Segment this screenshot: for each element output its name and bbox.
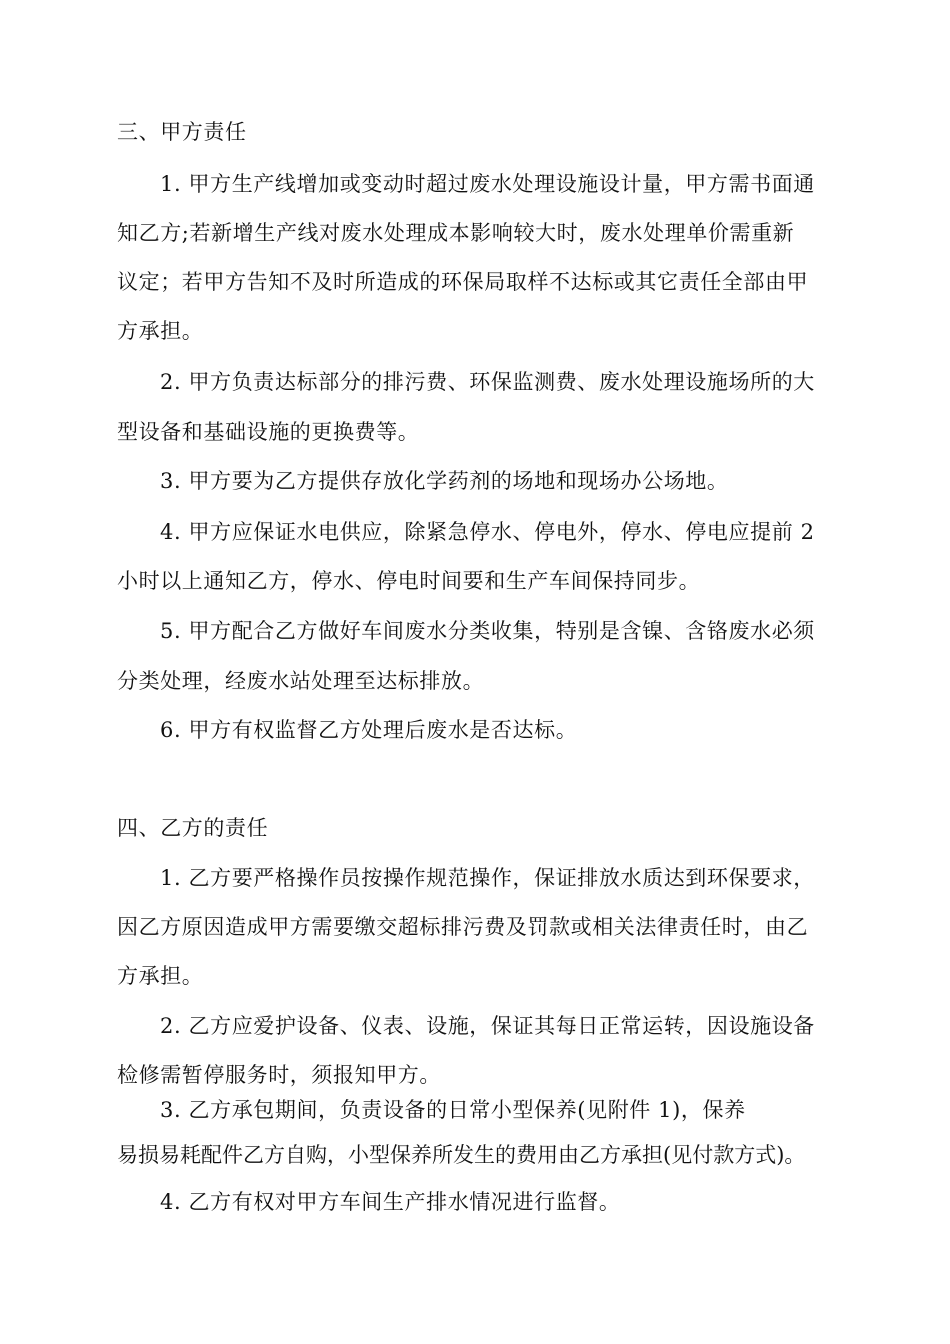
section-3-item-1-line-1: 1. 甲方生产线增加或变动时超过废水处理设施设计量，甲方需书面通 [160, 172, 815, 196]
section-3-item-1-line-2: 知乙方;若新增生产线对废水处理成本影响较大时，废水处理单价需重新 [117, 221, 795, 245]
section-4-heading: 四、乙方的责任 [117, 816, 269, 840]
section-3-item-2-line-1: 2. 甲方负责达标部分的排污费、环保监测费、废水处理设施场所的大 [160, 370, 815, 394]
section-3-item-1-line-3: 议定；若甲方告知不及时所造成的环保局取样不达标或其它责任全部由甲 [117, 270, 809, 294]
section-4-item-3-line-2: 易损易耗配件乙方自购，小型保养所发生的费用由乙方承担(见付款方式)。 [117, 1143, 806, 1167]
section-3-item-1-line-4: 方承担。 [117, 319, 204, 343]
section-3-item-6-line-1: 6. 甲方有权监督乙方处理后废水是否达标。 [160, 718, 578, 742]
section-4-item-1-line-3: 方承担。 [117, 964, 204, 988]
section-3-item-3-line-1: 3. 甲方要为乙方提供存放化学药剂的场地和现场办公场地。 [160, 469, 729, 493]
section-3-item-4-line-1: 4. 甲方应保证水电供应，除紧急停水、停电外，停水、停电应提前 2 [160, 520, 815, 544]
section-3-heading: 三、甲方责任 [117, 120, 247, 144]
section-4-item-4-line-1: 4. 乙方有权对甲方车间生产排水情况进行监督。 [160, 1190, 621, 1214]
section-4-item-1-line-1: 1. 乙方要严格操作员按操作规范操作，保证排放水质达到环保要求， [160, 866, 815, 890]
section-3-item-4-line-2: 小时以上通知乙方，停水、停电时间要和生产车间保持同步。 [117, 569, 701, 593]
section-4-item-3-line-1: 3. 乙方承包期间，负责设备的日常小型保养(见附件 1)，保养 [160, 1098, 746, 1122]
section-4-item-2-line-1: 2. 乙方应爱护设备、仪表、设施，保证其每日正常运转，因设施设备 [160, 1014, 815, 1038]
section-3-item-2-line-2: 型设备和基础设施的更换费等。 [117, 420, 420, 444]
section-3-item-5-line-1: 5. 甲方配合乙方做好车间废水分类收集，特别是含镍、含铬废水必须 [160, 619, 815, 643]
section-4-item-2-line-2: 检修需暂停服务时，须报知甲方。 [117, 1063, 441, 1087]
section-4-item-1-line-2: 因乙方原因造成甲方需要缴交超标排污费及罚款或相关法律责任时，由乙 [117, 915, 809, 939]
section-3-item-5-line-2: 分类处理，经废水站处理至达标排放。 [117, 669, 485, 693]
